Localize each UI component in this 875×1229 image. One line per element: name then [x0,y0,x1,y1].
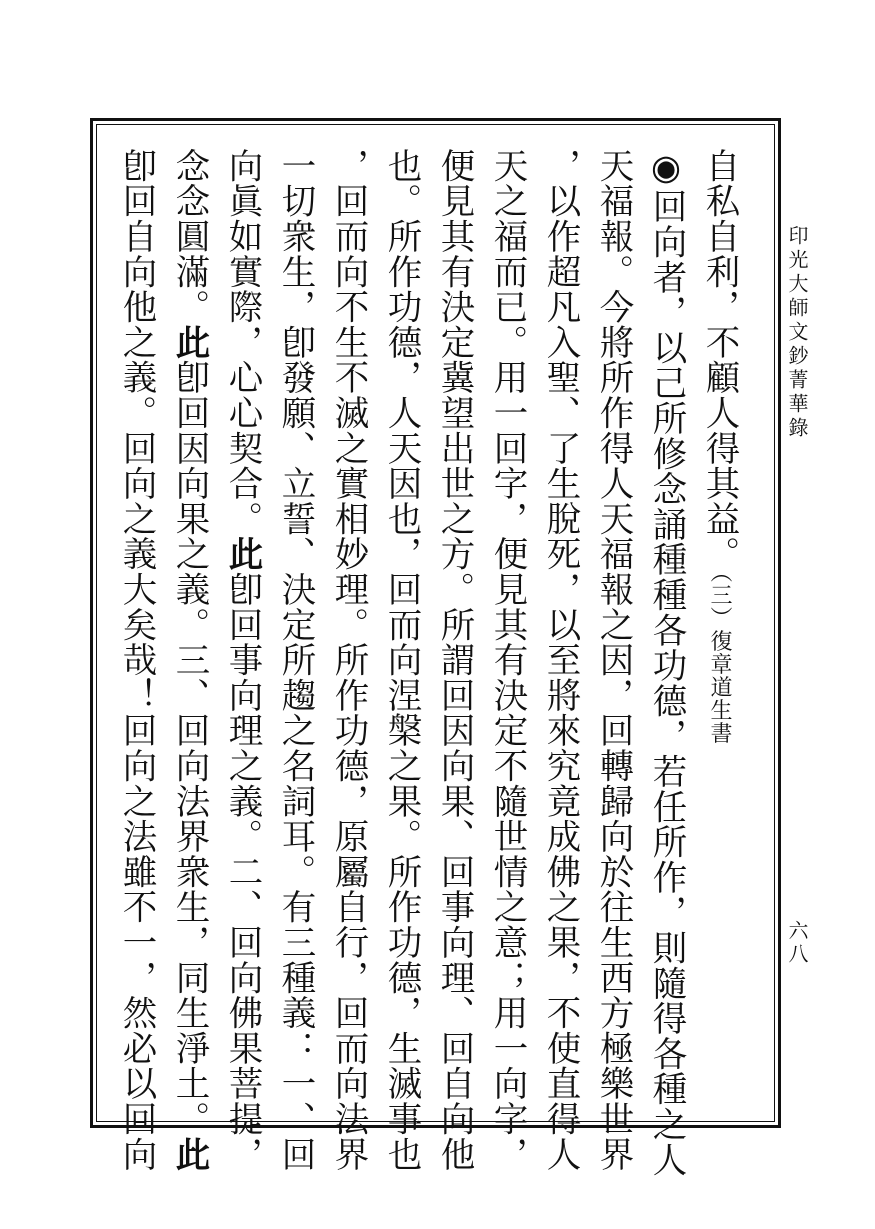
column-text: 天之福而已。用一回字，便見其有決定不隨世情之意；用一向字， [487,148,527,1172]
bold-emphasis: 此 [169,324,209,360]
text-column-12 [111,148,161,1172]
column-text: 卽回事向理之義。二、回向佛果菩提， [222,571,262,1172]
text-column-11 [164,148,214,1172]
running-title: 印光大師文鈔菁華錄 [785,225,809,441]
page-number: 六八 [785,920,809,966]
text-column-5 [482,148,532,1172]
column-text: 自私自利，不顧人得其益。 [699,148,739,572]
bold-emphasis: 此 [222,536,262,572]
text-column-8 [323,148,373,1172]
letter-heading: （三）復章道生書 [707,571,732,745]
text-column-6 [429,148,479,1172]
bold-emphasis: 此 [169,1136,209,1172]
text-column-4 [535,148,585,1172]
column-text: 念念圓滿。 [169,148,209,325]
text-column-2 [641,148,691,1177]
column-text: 卽回自向他之義。回向之義大矣哉！回向之法雖不一，然必以回向 [116,148,156,1172]
column-text: 卽回因向果之義。三、回向法界衆生，同生淨土。 [169,359,209,1137]
column-text: ◉回向者，以己所修念誦種種各功德，若任所作，則隨得各種之人 [646,148,686,1178]
column-text: 一切衆生，卽發願、立誓、決定所趨之名詞耳。有三種義：一、回 [275,148,315,1172]
column-text: 也。所作功德，人天因也，回而向涅槃之果。所作功德，生滅事也 [381,148,421,1172]
text-column-7 [376,148,426,1172]
text-column-1 [694,148,744,745]
text-column-9 [270,148,320,1172]
text-column-3 [588,148,638,1172]
column-text: 天福報。今將所作得人天福報之因，回轉歸向於往生西方極樂世界 [593,148,633,1172]
column-text: 向眞如實際，心心契合。 [222,148,262,537]
column-text: ，以作超凡入聖、了生脫死，以至將來究竟成佛之果，不使直得人 [540,148,580,1172]
column-text: 便見其有決定冀望出世之方。所謂回因向果、回事向理、回自向他 [434,148,474,1172]
text-column-10 [217,148,267,1172]
column-text: ，回而向不生不滅之實相妙理。所作功德，原屬自行，回而向法界 [328,148,368,1172]
